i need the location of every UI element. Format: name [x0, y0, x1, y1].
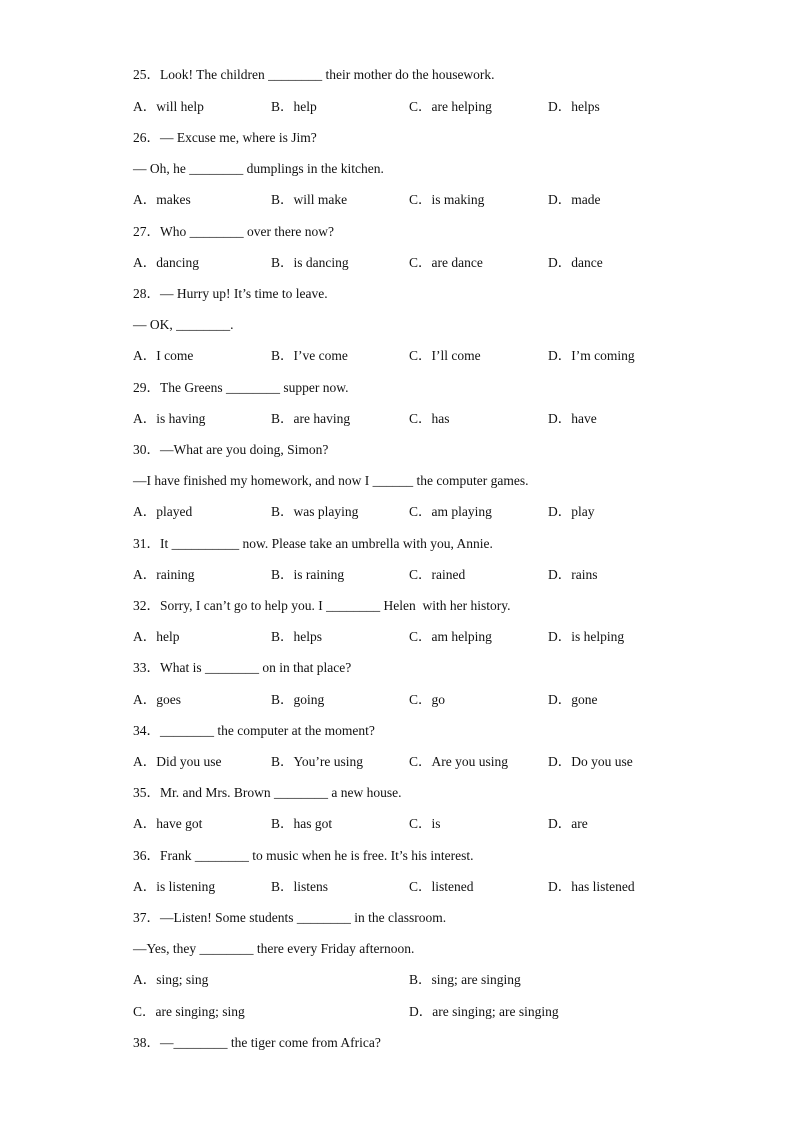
option-a: A．dancing [133, 255, 199, 270]
question-30-reply: —I have finished my homework, and now I ______ the computer games. [133, 473, 529, 488]
option-a: A．I come [133, 348, 194, 363]
option-c: C．listened [409, 879, 474, 894]
option-a: A．will help [133, 99, 204, 114]
question-36-options [133, 878, 693, 896]
option-d: D．play [548, 504, 595, 519]
question-27-options [133, 254, 693, 272]
option-a: A．played [133, 504, 193, 519]
option-c: C．go [409, 692, 446, 707]
option-b: B．listens [271, 879, 329, 894]
option-c: C．rained [409, 567, 466, 582]
question-34-stem: 34．________ the computer at the moment? [133, 723, 375, 738]
question-25-stem: 25．Look! The children ________ their mother do the housework. [133, 67, 495, 82]
question-33-options [133, 691, 693, 709]
question-38-stem: 38．—________ the tiger come from Africa? [133, 1035, 381, 1050]
question-29-options [133, 410, 693, 428]
option-c: C．I’ll come [409, 348, 481, 363]
option-c: C．Are you using [409, 754, 508, 769]
option-b: B．are having [271, 411, 351, 426]
option-a: A．goes [133, 692, 181, 707]
question-28-options [133, 347, 693, 365]
option-a: A．is having [133, 411, 206, 426]
question-32-options [133, 628, 693, 646]
option-d: D．Do you use [548, 754, 633, 769]
option-a: A．raining [133, 567, 195, 582]
option-c: C．is [409, 816, 441, 831]
option-c: C．am playing [409, 504, 492, 519]
question-35-stem: 35．Mr. and Mrs. Brown ________ a new house. [133, 785, 402, 800]
option-b: B．is dancing [271, 255, 349, 270]
option-d: D．are [548, 816, 588, 831]
option-d: D．are singing; are singing [409, 1004, 559, 1019]
option-b: B．going [271, 692, 325, 707]
question-33-stem: 33．What is ________ on in that place? [133, 660, 352, 675]
question-29-stem: 29．The Greens ________ supper now. [133, 380, 349, 395]
option-a: A．have got [133, 816, 203, 831]
question-28-reply: — OK, ________. [133, 317, 234, 332]
option-b: B．sing; are singing [409, 972, 521, 987]
question-36-stem: 36．Frank ________ to music when he is free. It’s his interest. [133, 848, 474, 863]
option-c: C．are singing; sing [133, 1004, 245, 1019]
question-32-stem: 32．Sorry, I can’t go to help you. I ________ Helen with her history. [133, 598, 511, 613]
question-27-stem: 27．Who ________ over there now? [133, 224, 334, 239]
option-d: D．rains [548, 567, 598, 582]
question-37-reply: —Yes, they ________ there every Friday afternoon. [133, 941, 415, 956]
option-b: B．was playing [271, 504, 359, 519]
option-a: A．help [133, 629, 180, 644]
option-b: B．You’re using [271, 754, 364, 769]
option-d: D．is helping [548, 629, 625, 644]
question-25-options [133, 98, 693, 116]
question-30-options [133, 503, 693, 521]
option-c: C．is making [409, 192, 485, 207]
question-31-stem: 31．It __________ now. Please take an umbrella with you, Annie. [133, 536, 493, 551]
option-d: D．I’m coming [548, 348, 635, 363]
option-b: B．has got [271, 816, 333, 831]
question-26-reply: — Oh, he ________ dumplings in the kitchen. [133, 161, 384, 176]
option-b: B．will make [271, 192, 348, 207]
option-b: B．I’ve come [271, 348, 348, 363]
question-35-options [133, 815, 693, 833]
option-b: B．help [271, 99, 317, 114]
question-37-stem: 37．—Listen! Some students ________ in the classroom. [133, 910, 447, 925]
option-a: A．is listening [133, 879, 216, 894]
option-d: D．have [548, 411, 597, 426]
option-a: A．Did you use [133, 754, 222, 769]
question-34-options [133, 753, 693, 771]
option-a: A．sing; sing [133, 972, 209, 987]
option-d: D．made [548, 192, 601, 207]
option-c: C．are helping [409, 99, 492, 114]
option-b: B．is raining [271, 567, 345, 582]
question-26-stem: 26．— Excuse me, where is Jim? [133, 130, 317, 145]
option-d: D．gone [548, 692, 598, 707]
option-b: B．helps [271, 629, 323, 644]
question-28-stem: 28．— Hurry up! It’s time to leave. [133, 286, 328, 301]
question-30-stem: 30．—What are you doing, Simon? [133, 442, 329, 457]
option-d: D．has listened [548, 879, 635, 894]
question-37-options-row1 [133, 971, 693, 989]
question-37-options-row2 [133, 1003, 693, 1021]
option-c: C．are dance [409, 255, 483, 270]
question-31-options [133, 566, 693, 584]
option-c: C．am helping [409, 629, 492, 644]
option-d: D．dance [548, 255, 603, 270]
question-26-options [133, 191, 693, 209]
option-a: A．makes [133, 192, 191, 207]
option-c: C．has [409, 411, 450, 426]
option-d: D．helps [548, 99, 600, 114]
